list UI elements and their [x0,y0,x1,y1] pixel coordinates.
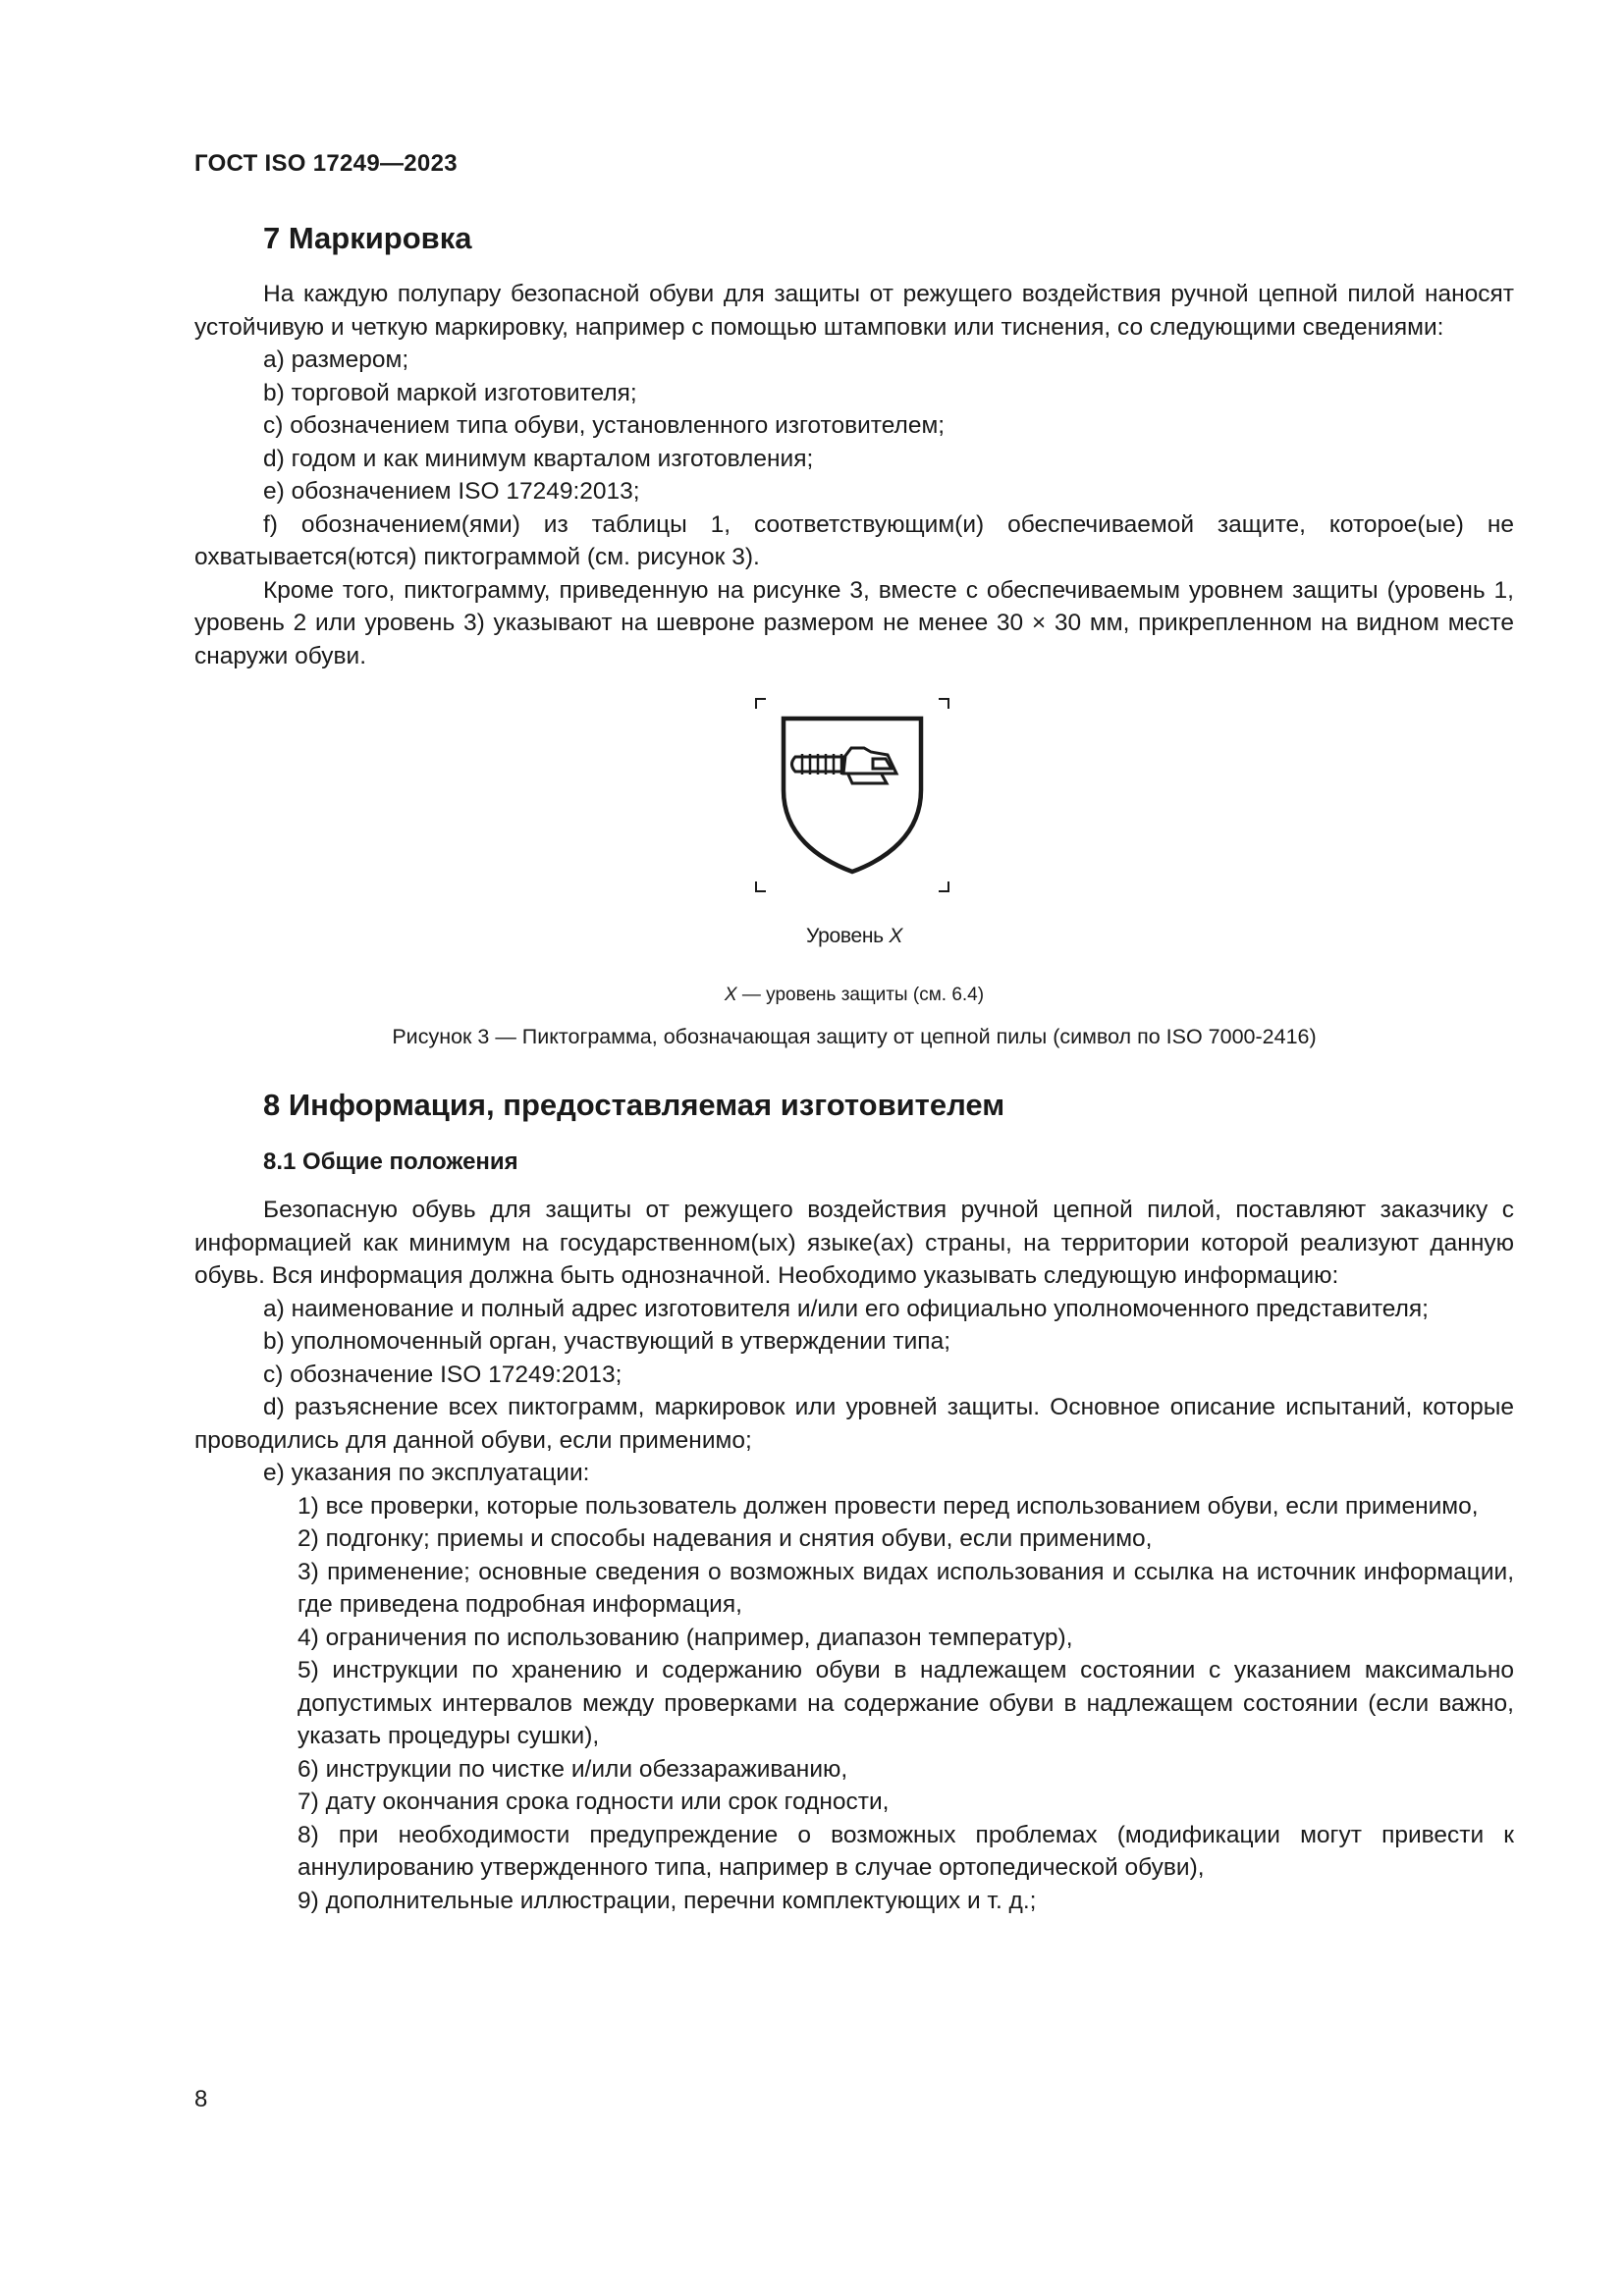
figure-caption: Рисунок 3 — Пиктограмма, обозначающая защиту от цепной пилы (символ по ISO 7000-2416) [392,1025,1317,1048]
sub-list-item: 9) дополнительные иллюстрации, перечни комплектующих и т. д.; [298,1887,1037,1914]
section-8-title: 8 Информация, предоставляемая изготовителем [263,1088,1005,1122]
list-item: a) размером; [263,347,409,373]
list-item: e) указания по эксплуатации: [263,1460,590,1486]
sub-list-item: 3) применение; основные сведения о возможных видах использования и ссылка на источник информации, где приведена подробная информация, [298,1558,1514,1618]
list-item: a) наименование и полный адрес изготовителя и/или его официально уполномоченного представителя; [263,1295,1429,1322]
sub-list-item: 6) инструкции по чистке и/или обеззараживанию, [298,1755,848,1783]
figure-legend [194,985,1514,1006]
chainsaw-shield-icon [754,697,950,893]
section-8-intro: Безопасную обувь для защиты от режущего воздействия ручной цепной пилой, поставляют заказчику с информацией как минимум на государственном(ых) языке(ах) страны, на территории которой реализуют данную обувь. Вся информация должна быть однозначной. Необходимо указывать следующую информацию: [194,1197,1514,1289]
list-item: b) торговой маркой изготовителя; [263,379,637,406]
section-7-intro: На каждую полупару безопасной обуви для защиты от режущего воздействия ручной цепной пилой наносят устойчивую и четкую маркировку, например с помощью штамповки или тиснения, со следующими сведениями: [194,281,1514,341]
legend-text: — уровень защиты (см. 6.4) [736,985,985,1005]
sub-list-item: 4) ограничения по использованию (например, диапазон температур), [298,1624,1073,1651]
sub-list-item: 5) инструкции по хранению и содержанию обуви в надлежащем состоянии с указанием максимально допустимых интервалов между проверками на содержание обуви в надлежащем состоянии (если важно, указать процедуры сушки), [298,1657,1514,1749]
list-item: b) уполномоченный орган, участвующий в утверждении типа; [263,1328,951,1355]
list-item: e) обозначением ISO 17249:2013; [263,478,640,505]
subsection-8-1-title: 8.1 Общие положения [263,1148,518,1175]
page-content [194,221,1514,1917]
list-item: d) годом и как минимум кварталом изготовления; [263,445,814,472]
list-item: c) обозначением типа обуви, установленного изготовителем; [263,412,946,439]
section-7-extra: Кроме того, пиктограмму, приведенную на рисунке 3, вместе с обеспечиваемым уровнем защиты (уровень 1, уровень 2 или уровень 3) указывают на шевроне размером не менее 30 × 30 мм, прикрепленном на видном месте снаружи обуви. [194,576,1514,669]
sub-list-item: 8) при необходимости предупреждение о возможных проблемах (модификации могут привести к аннулированию утвержденного типа, например в случае ортопедической обуви), [298,1821,1514,1881]
list-item: d) разъяснение всех пиктограмм, маркировок или уровней защиты. Основное описание испытаний, которые проводились для данной обуви, если применимо; [194,1394,1514,1454]
level-label-text: Уровень [805,925,884,947]
figure-3 [194,697,1514,1060]
section-7-title: 7 Маркировка [263,221,472,255]
legend-variable: X [724,985,737,1005]
level-variable: X [889,925,903,947]
figure-level-label [194,925,1514,948]
document-header: ГОСТ ISO 17249—2023 [194,150,458,177]
sub-list-item: 7) дату окончания срока годности или срок годности, [298,1789,890,1815]
page-number: 8 [194,2086,208,2112]
list-item: f) обозначением(ями) из таблицы 1, соответствующим(и) обеспечиваемой защите, которое(ые) не охватывается(ются) пиктограммой (см. рисунок 3). [194,510,1514,570]
sub-list-item: 1) все проверки, которые пользователь должен провести перед использованием обуви, если применимо, [298,1492,1479,1520]
list-item: c) обозначение ISO 17249:2013; [263,1361,623,1388]
sub-list-item: 2) подгонку; приемы и способы надевания и снятия обуви, если применимо, [298,1525,1153,1552]
